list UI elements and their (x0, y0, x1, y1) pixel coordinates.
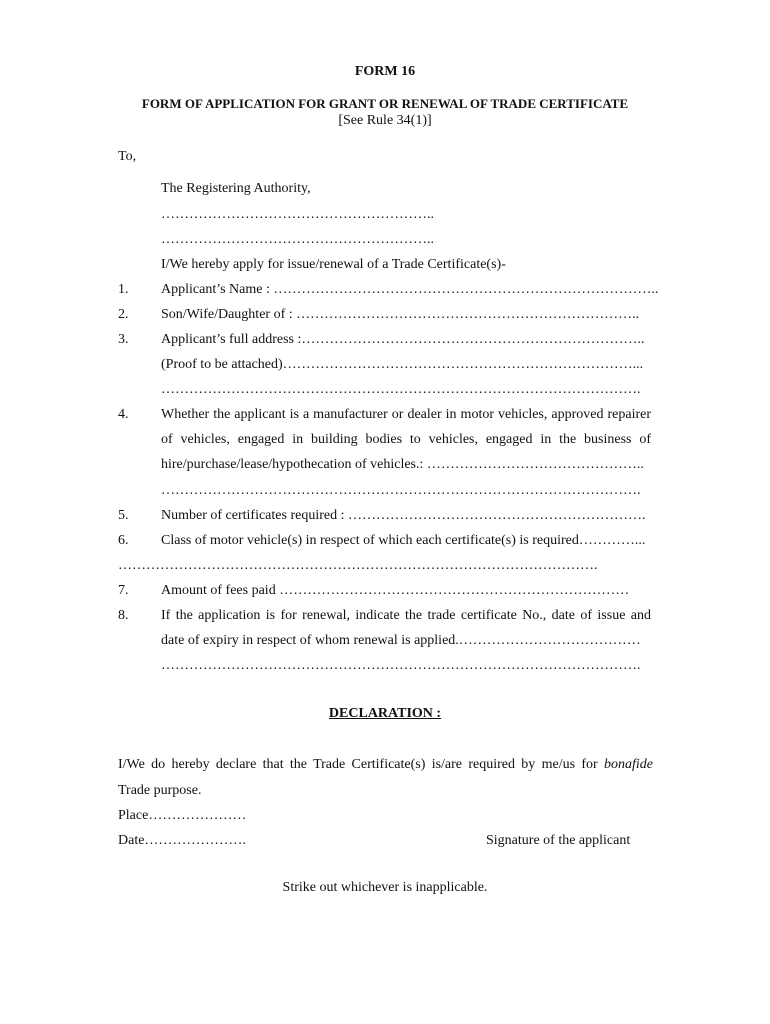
renewal-details-blank-line: …………………………………………………………………………………………. (161, 658, 641, 673)
applicant-type-line-3: hire/purchase/lease/hypothecation of vehicles.: ……………………………………….. (161, 457, 644, 472)
declaration-text-part: I/We do hereby declare that the Trade Certificate(s) is/are required by me/us for (118, 757, 598, 772)
address-blank-line: …………………………………………………………………………………………. (161, 382, 641, 397)
renewal-details-line-2: date of expiry in respect of whom renewal is applied.………………………………… (161, 633, 641, 648)
form-number: FORM 16 (354, 64, 416, 79)
item-number: 5. (118, 508, 129, 523)
application-intro: I/We hereby apply for issue/renewal of a Trade Certificate(s)- (161, 257, 506, 272)
date-field: Date…………………. (118, 833, 246, 848)
registering-authority: The Registering Authority, (161, 181, 311, 196)
item-number: 7. (118, 583, 129, 598)
item-number: 4. (118, 407, 129, 422)
declaration-italic-word: bonafide (604, 757, 654, 772)
vehicle-class-field: Class of motor vehicle(s) in respect of which each certificate(s) is required…………... (161, 533, 646, 548)
full-address-field: Applicant’s full address :……………………………………………………………….. (161, 332, 645, 347)
declaration-text (118, 756, 653, 774)
vehicle-class-blank-line: …………………………………………………………………………………………. (118, 558, 598, 573)
address-blank-line-1: ………………………………………………….. (161, 207, 434, 222)
number-of-certificates-field: Number of certificates required : ………………………………………………………. (161, 508, 646, 523)
item-number: 3. (118, 332, 129, 347)
declaration-heading: DECLARATION : (328, 706, 442, 721)
item-number: 6. (118, 533, 129, 548)
form-title: FORM OF APPLICATION FOR GRANT OR RENEWAL OF TRADE CERTIFICATE (141, 96, 629, 111)
footnote: Strike out whichever is inapplicable. (282, 880, 488, 895)
form-rule-reference: [See Rule 34(1)] (338, 113, 432, 128)
item-number: 2. (118, 307, 129, 322)
address-blank-line-2: ………………………………………………….. (161, 232, 434, 247)
declaration-text-line-2: Trade purpose. (118, 783, 202, 798)
fees-paid-field: Amount of fees paid ………………………………………………………………… (161, 583, 630, 598)
item-number: 8. (118, 608, 129, 623)
renewal-details-line-1: If the application is for renewal, indicate the trade certificate No., date of issue and (161, 608, 651, 623)
proof-attached-line: (Proof to be attached)…………………………………………………………………... (161, 357, 644, 372)
relation-of-field: Son/Wife/Daughter of : ……………………………………………………………….. (161, 307, 640, 322)
signature-label: Signature of the applicant (486, 833, 631, 848)
applicant-type-line-1: Whether the applicant is a manufacturer or dealer in motor vehicles, approved repairer (161, 407, 651, 422)
place-field: Place………………… (118, 808, 247, 823)
item-number: 1. (118, 282, 129, 297)
address-to: To, (118, 149, 137, 164)
applicant-type-blank-line: …………………………………………………………………………………………. (161, 483, 641, 498)
applicant-name-field: Applicant’s Name : ……………………………………………………………………….. (161, 282, 659, 297)
applicant-type-line-2: of vehicles, engaged in building bodies to vehicles, engaged in the business of (161, 432, 651, 447)
